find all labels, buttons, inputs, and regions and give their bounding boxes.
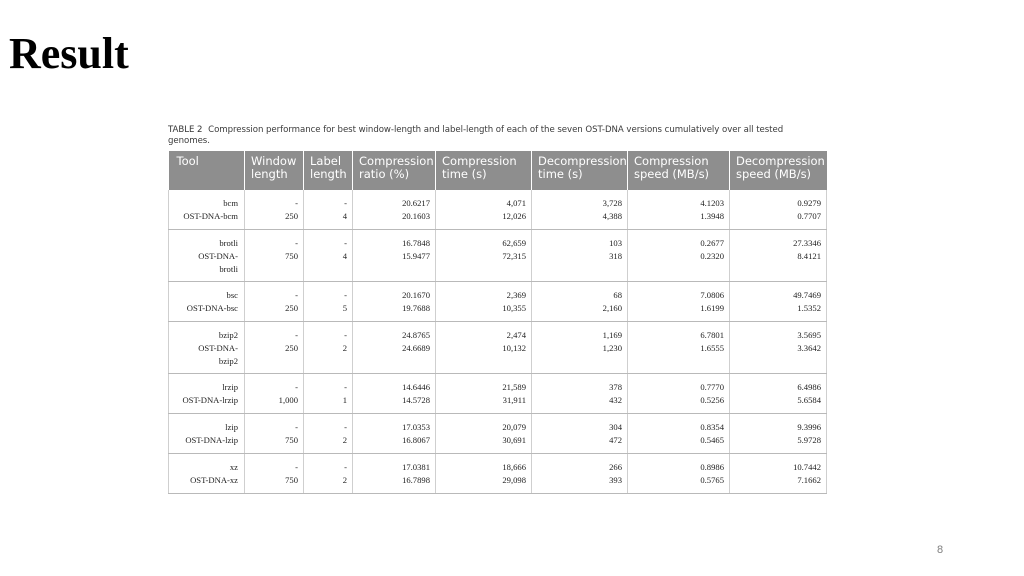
cell-compression-time xyxy=(436,454,532,494)
cell-decompression-time xyxy=(532,374,628,414)
cell-decompression-time xyxy=(532,454,628,494)
cell-value: 0.7770 xyxy=(700,382,724,392)
header-compression-ratio: Compression ratio (%) xyxy=(353,151,436,190)
cell-value: 3.5695 xyxy=(797,330,821,340)
cell-value: 1.6199 xyxy=(700,303,724,313)
cell-tool xyxy=(169,282,245,322)
cell-label-length xyxy=(304,190,353,230)
cell-value: OST-DNA-bsc xyxy=(186,303,238,313)
cell-value: 2 xyxy=(342,475,347,485)
cell-value: 24.6689 xyxy=(402,343,430,353)
cell-value: 7.0806 xyxy=(700,290,724,300)
cell-value: 12,026 xyxy=(502,211,526,221)
cell-value: 2,369 xyxy=(506,290,526,300)
cell-window-length xyxy=(245,374,304,414)
cell-value: 0.2320 xyxy=(700,251,724,261)
cell-value: 4 xyxy=(342,211,347,221)
cell-value: - xyxy=(344,198,347,208)
cell-value: 16.8067 xyxy=(402,435,430,445)
cell-value: - xyxy=(344,462,347,472)
cell-value: - xyxy=(344,330,347,340)
cell-decompression-speed xyxy=(730,230,827,282)
cell-value: 750 xyxy=(285,251,298,261)
cell-value: 20.1670 xyxy=(402,290,430,300)
cell-value: 378 xyxy=(609,382,622,392)
cell-compression-time xyxy=(436,374,532,414)
cell-value: 16.7898 xyxy=(402,475,430,485)
table-figure xyxy=(168,125,826,494)
cell-tool xyxy=(169,322,245,374)
table-row xyxy=(169,454,827,494)
cell-tool xyxy=(169,190,245,230)
cell-tool xyxy=(169,414,245,454)
slide-title: Result xyxy=(9,29,129,78)
cell-value: 17.0381 xyxy=(402,462,430,472)
cell-value: 1,230 xyxy=(602,343,622,353)
cell-value: - xyxy=(295,382,298,392)
cell-value: 250 xyxy=(285,303,298,313)
cell-value: OST-DNA-bcm xyxy=(183,211,238,221)
cell-value: 1.5352 xyxy=(797,303,821,313)
cell-value: 1,000 xyxy=(278,395,298,405)
cell-value: 31,911 xyxy=(502,395,526,405)
cell-value: 14.5728 xyxy=(402,395,430,405)
cell-value: 432 xyxy=(609,395,622,405)
header-decompression-time: Decompression time (s) xyxy=(532,151,628,190)
cell-compression-speed xyxy=(628,454,730,494)
cell-value: 5 xyxy=(342,303,347,313)
cell-decompression-speed xyxy=(730,374,827,414)
cell-value: 27.3346 xyxy=(793,238,821,248)
table-row xyxy=(169,322,827,374)
cell-value: 20.6217 xyxy=(402,198,430,208)
table-row xyxy=(169,190,827,230)
cell-value: 4.1203 xyxy=(700,198,724,208)
cell-tool xyxy=(169,454,245,494)
cell-value: 0.5256 xyxy=(700,395,724,405)
cell-value: 15.9477 xyxy=(402,251,430,261)
cell-value: 250 xyxy=(285,343,298,353)
table-caption-text: Compression performance for best window-length and label-length of each of the seven OST-DNA versions cumulatively over all tested genomes. xyxy=(168,125,784,146)
cell-value: 30,691 xyxy=(502,435,526,445)
cell-value: lrzip xyxy=(222,382,238,392)
cell-value: 4,388 xyxy=(602,211,622,221)
page-number: 8 xyxy=(937,544,944,556)
cell-value: 266 xyxy=(609,462,622,472)
cell-label-length xyxy=(304,282,353,322)
cell-value: 19.7688 xyxy=(402,303,430,313)
cell-value: 4,071 xyxy=(506,198,526,208)
cell-value: 0.7707 xyxy=(797,211,821,221)
cell-value: 14.6446 xyxy=(402,382,430,392)
cell-decompression-speed xyxy=(730,282,827,322)
table-label: TABLE 2 xyxy=(168,125,203,135)
cell-value: 1.3948 xyxy=(700,211,724,221)
cell-value: 3.3642 xyxy=(797,343,821,353)
cell-label-length xyxy=(304,414,353,454)
cell-value: brotli xyxy=(219,238,238,248)
cell-value: 250 xyxy=(285,211,298,221)
cell-value: bsc xyxy=(226,290,238,300)
cell-value: 3,728 xyxy=(602,198,622,208)
cell-value: lzip xyxy=(225,422,238,432)
cell-value: 0.9279 xyxy=(797,198,821,208)
cell-tool xyxy=(169,230,245,282)
header-decompression-speed: Decompression speed (MB/s) xyxy=(730,151,827,190)
table-body xyxy=(169,190,827,494)
cell-value: 0.2677 xyxy=(700,238,724,248)
table-row xyxy=(169,282,827,322)
cell-value: 2 xyxy=(342,435,347,445)
cell-value: 17.0353 xyxy=(402,422,430,432)
cell-value: OST-DNA- xyxy=(198,251,238,261)
cell-value: 2,160 xyxy=(602,303,622,313)
cell-value: 393 xyxy=(609,475,622,485)
cell-value: 103 xyxy=(609,238,622,248)
header-window-length: Window length xyxy=(245,151,304,190)
cell-decompression-time xyxy=(532,322,628,374)
cell-decompression-speed xyxy=(730,322,827,374)
cell-value: 21,589 xyxy=(502,382,526,392)
cell-compression-time xyxy=(436,414,532,454)
cell-value: 318 xyxy=(609,251,622,261)
cell-value: 0.5465 xyxy=(700,435,724,445)
cell-compression-ratio xyxy=(353,454,436,494)
cell-value: 472 xyxy=(609,435,622,445)
cell-decompression-speed xyxy=(730,414,827,454)
cell-label-length xyxy=(304,230,353,282)
cell-value: 20,079 xyxy=(502,422,526,432)
cell-compression-ratio xyxy=(353,282,436,322)
cell-value: OST-DNA-lzip xyxy=(185,435,238,445)
cell-window-length xyxy=(245,322,304,374)
cell-decompression-time xyxy=(532,190,628,230)
cell-value: 0.8354 xyxy=(700,422,724,432)
cell-decompression-speed xyxy=(730,454,827,494)
header-tool: Tool xyxy=(169,151,245,190)
cell-label-length xyxy=(304,322,353,374)
results-table xyxy=(168,151,827,494)
cell-value: brotli xyxy=(219,264,238,274)
cell-compression-time xyxy=(436,322,532,374)
cell-compression-speed xyxy=(628,414,730,454)
cell-value: OST-DNA-lrzip xyxy=(182,395,238,405)
cell-window-length xyxy=(245,230,304,282)
cell-value: - xyxy=(344,382,347,392)
cell-label-length xyxy=(304,454,353,494)
cell-window-length xyxy=(245,282,304,322)
cell-compression-time xyxy=(436,282,532,322)
cell-value: bcm xyxy=(223,198,238,208)
header-label-length: Label length xyxy=(304,151,353,190)
table-caption xyxy=(168,125,826,147)
cell-value: 72,315 xyxy=(502,251,526,261)
cell-window-length xyxy=(245,454,304,494)
header-compression-time: Compression time (s) xyxy=(436,151,532,190)
cell-window-length xyxy=(245,414,304,454)
cell-value: OST-DNA-xz xyxy=(190,475,238,485)
cell-value: 6.7801 xyxy=(700,330,724,340)
cell-value: - xyxy=(295,290,298,300)
cell-decompression-time xyxy=(532,230,628,282)
cell-value: xz xyxy=(229,462,238,472)
table-row xyxy=(169,414,827,454)
cell-compression-speed xyxy=(628,322,730,374)
table-header-row xyxy=(169,151,827,190)
cell-decompression-speed xyxy=(730,190,827,230)
cell-value: 10.7442 xyxy=(793,462,821,472)
cell-value: 24.8765 xyxy=(402,330,430,340)
table-row xyxy=(169,374,827,414)
cell-value: - xyxy=(295,330,298,340)
cell-value: 49.7469 xyxy=(793,290,821,300)
cell-value: bzip2 xyxy=(218,356,238,366)
cell-window-length xyxy=(245,190,304,230)
cell-value: 1 xyxy=(342,395,347,405)
cell-compression-speed xyxy=(628,282,730,322)
cell-compression-ratio xyxy=(353,374,436,414)
cell-value: 2,474 xyxy=(506,330,526,340)
cell-compression-time xyxy=(436,230,532,282)
cell-compression-speed xyxy=(628,374,730,414)
cell-value: 10,132 xyxy=(502,343,526,353)
cell-decompression-time xyxy=(532,414,628,454)
cell-decompression-time xyxy=(532,282,628,322)
cell-value: 62,659 xyxy=(502,238,526,248)
cell-value: - xyxy=(295,422,298,432)
cell-compression-ratio xyxy=(353,190,436,230)
cell-value: 1.6555 xyxy=(700,343,724,353)
header-compression-speed: Compression speed (MB/s) xyxy=(628,151,730,190)
cell-label-length xyxy=(304,374,353,414)
cell-value: 0.5765 xyxy=(700,475,724,485)
cell-value: 10,355 xyxy=(502,303,526,313)
cell-compression-ratio xyxy=(353,230,436,282)
cell-value: - xyxy=(295,238,298,248)
cell-value: 750 xyxy=(285,435,298,445)
cell-tool xyxy=(169,374,245,414)
cell-value: OST-DNA- xyxy=(198,343,238,353)
cell-value: 18,666 xyxy=(502,462,526,472)
cell-compression-ratio xyxy=(353,414,436,454)
cell-value: - xyxy=(344,422,347,432)
cell-value: - xyxy=(295,198,298,208)
cell-value: 8.4121 xyxy=(797,251,821,261)
cell-value: 0.8986 xyxy=(700,462,724,472)
cell-value: 2 xyxy=(342,343,347,353)
cell-value: 29,098 xyxy=(502,475,526,485)
cell-value: 5.9728 xyxy=(797,435,821,445)
cell-value: 16.7848 xyxy=(402,238,430,248)
cell-value: 20.1603 xyxy=(402,211,430,221)
table-row xyxy=(169,230,827,282)
cell-compression-time xyxy=(436,190,532,230)
cell-value: 9.3996 xyxy=(797,422,821,432)
cell-value: 68 xyxy=(613,290,622,300)
cell-value: 6.4986 xyxy=(797,382,821,392)
cell-value: - xyxy=(344,290,347,300)
cell-value: 750 xyxy=(285,475,298,485)
cell-value: - xyxy=(295,462,298,472)
cell-compression-speed xyxy=(628,190,730,230)
cell-value: bzip2 xyxy=(218,330,238,340)
cell-compression-ratio xyxy=(353,322,436,374)
cell-value: 1,169 xyxy=(602,330,622,340)
cell-value: 4 xyxy=(342,251,347,261)
cell-compression-speed xyxy=(628,230,730,282)
cell-value: - xyxy=(344,238,347,248)
cell-value: 7.1662 xyxy=(797,475,821,485)
cell-value: 304 xyxy=(609,422,622,432)
cell-value: 5.6584 xyxy=(797,395,821,405)
